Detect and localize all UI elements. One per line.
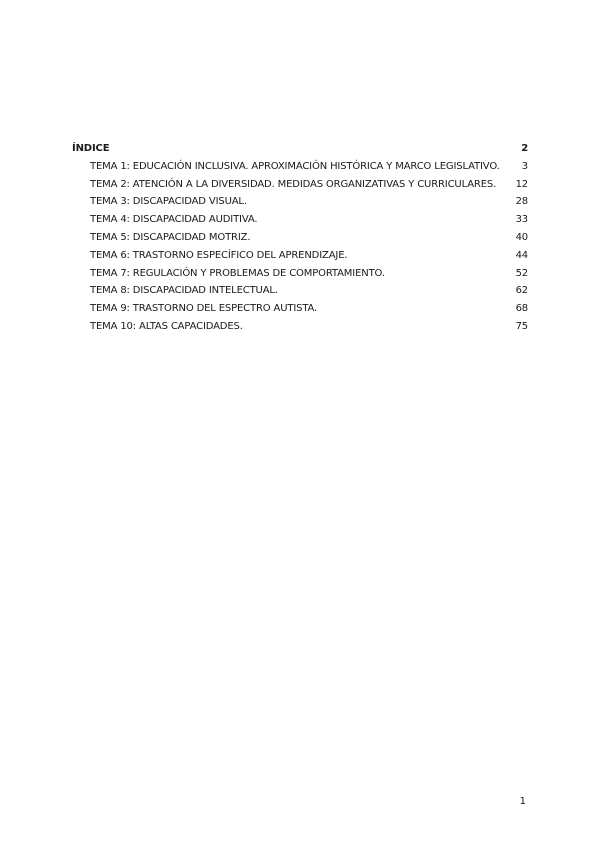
toc-item-page: 28 xyxy=(515,196,528,208)
toc-item-label: TEMA 9: TRASTORNO DEL ESPECTRO AUTISTA. xyxy=(90,303,318,315)
toc-item-page: 62 xyxy=(515,285,528,297)
toc-item-page: 68 xyxy=(515,303,528,315)
toc-item-label: TEMA 3: DISCAPACIDAD VISUAL. xyxy=(90,196,247,208)
toc-item-label: TEMA 6: TRASTORNO ESPECÍFICO DEL APRENDIZAJE. xyxy=(90,249,348,261)
toc-item-page: 40 xyxy=(515,231,528,243)
toc-heading[interactable] xyxy=(72,140,528,158)
toc-item-tema-6[interactable] xyxy=(72,247,528,265)
page-number: 1 xyxy=(519,796,526,807)
toc-item-page: 52 xyxy=(515,267,528,279)
toc-item-tema-4[interactable] xyxy=(72,211,528,229)
toc-item-label: TEMA 2: ATENCIÓN A LA DIVERSIDAD. MEDIDAS ORGANIZATIVAS Y CURRICULARES. xyxy=(90,178,497,190)
toc-item-page: 33 xyxy=(515,214,528,226)
toc-item-page: 3 xyxy=(521,160,528,172)
toc-item-tema-3[interactable] xyxy=(72,193,528,211)
toc-item-tema-7[interactable] xyxy=(72,265,528,283)
toc-heading-page: 2 xyxy=(521,143,528,154)
toc-item-page: 44 xyxy=(515,249,528,261)
toc-heading-label: ÍNDICE xyxy=(72,143,110,154)
toc-item-tema-1[interactable] xyxy=(72,158,528,176)
toc-item-label: TEMA 1: EDUCACIÓN INCLUSIVA. APROXIMACIÓN HISTÓRICA Y MARCO LEGISLATIVO. xyxy=(90,160,500,172)
toc-item-tema-8[interactable] xyxy=(72,282,528,300)
table-of-contents xyxy=(72,140,528,336)
toc-item-tema-2[interactable] xyxy=(72,176,528,194)
toc-item-tema-9[interactable] xyxy=(72,300,528,318)
toc-item-label: TEMA 5: DISCAPACIDAD MOTRIZ. xyxy=(90,231,251,243)
toc-item-page: 75 xyxy=(515,320,528,332)
toc-item-label: TEMA 7: REGULACIÓN Y PROBLEMAS DE COMPORTAMIENTO. xyxy=(90,267,385,279)
toc-item-label: TEMA 8: DISCAPACIDAD INTELECTUAL. xyxy=(90,285,278,297)
toc-item-tema-5[interactable] xyxy=(72,229,528,247)
toc-item-label: TEMA 4: DISCAPACIDAD AUDITIVA. xyxy=(90,214,258,226)
toc-item-label: TEMA 10: ALTAS CAPACIDADES. xyxy=(90,320,243,332)
toc-item-page: 12 xyxy=(515,178,528,190)
toc-item-tema-10[interactable] xyxy=(72,318,528,336)
